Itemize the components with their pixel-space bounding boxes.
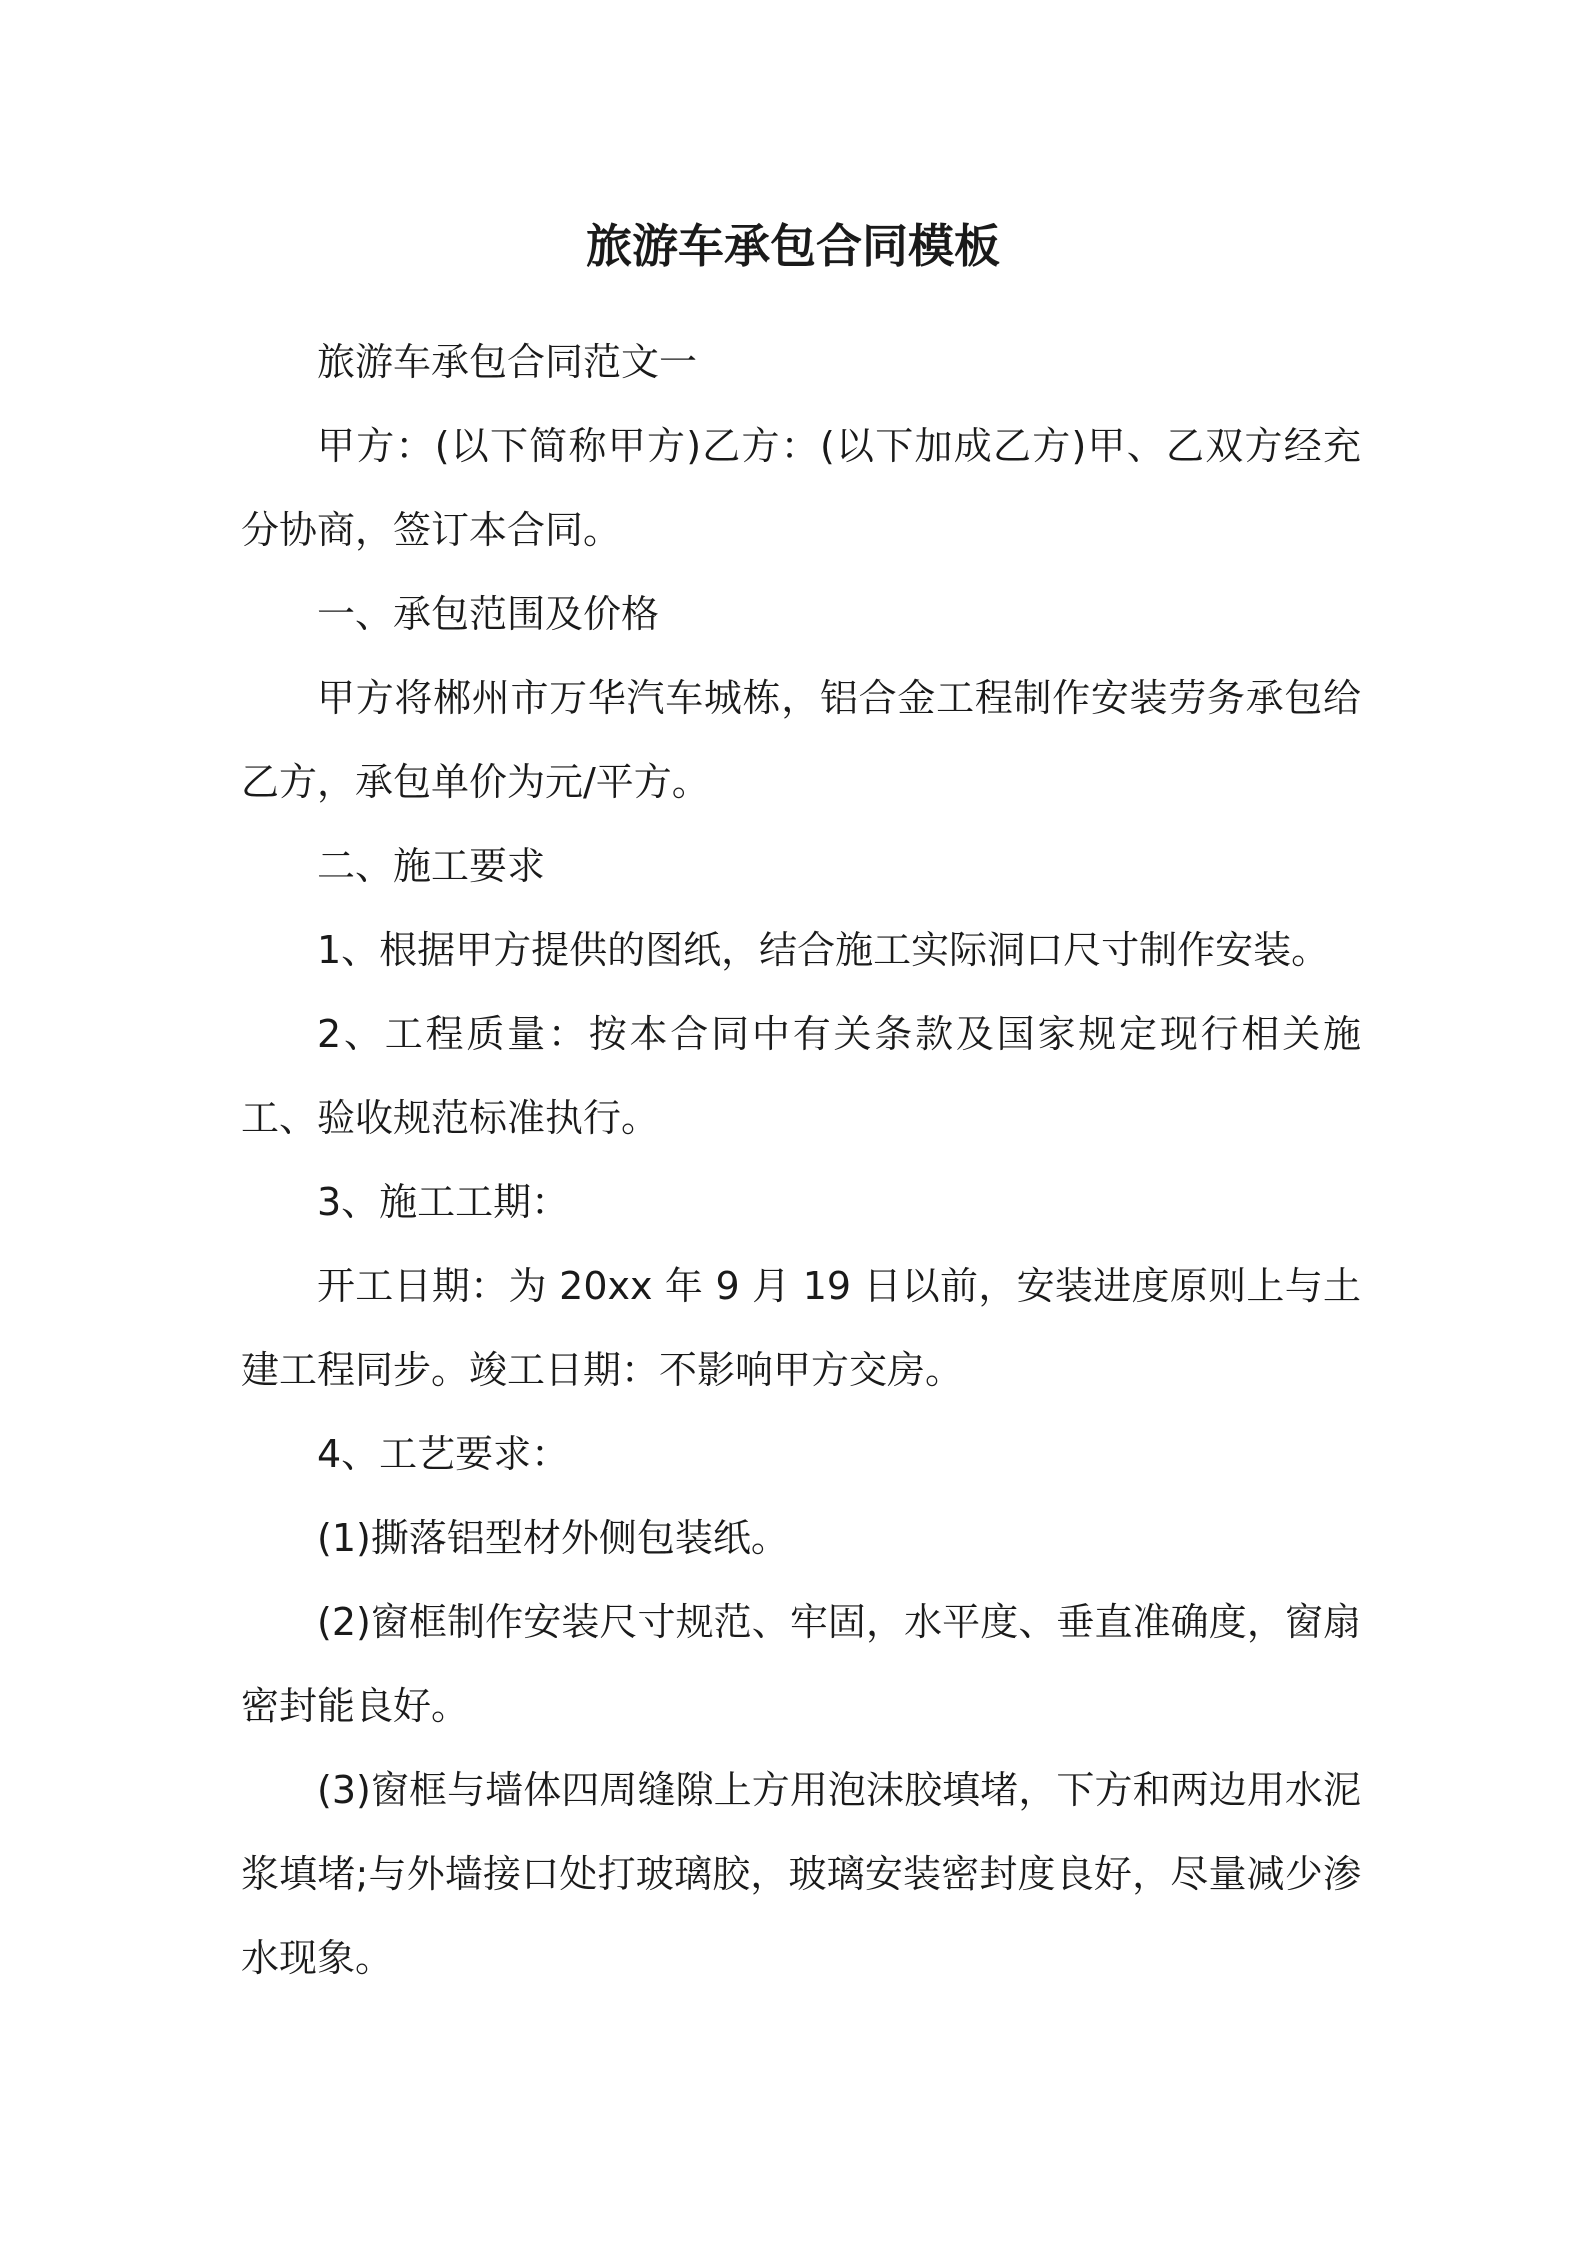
document-title: 旅游车承包合同模板 bbox=[586, 219, 1000, 273]
section-heading-scope: 一、承包范围及价格 bbox=[317, 592, 660, 636]
paragraph-schedule: 开工日期：为 20xx 年 9 月 19 日以前，安装进度原则上与土建工程同步。竣工日期：不影响甲方交房。 bbox=[241, 1264, 1361, 1392]
paragraph-item-2: 2、工程质量：按本合同中有关条款及国家规定现行相关施工、验收规范标准执行。 bbox=[241, 1012, 1361, 1140]
paragraph-subtitle: 旅游车承包合同范文一 bbox=[317, 340, 698, 384]
paragraph-craft-2: (2)窗框制作安装尺寸规范、牢固，水平度、垂直准确度，窗扇密封能良好。 bbox=[241, 1600, 1361, 1728]
paragraph-item-3: 3、施工工期： bbox=[317, 1180, 570, 1224]
paragraph-parties: 甲方：(以下简称甲方)乙方：(以下加成乙方)甲、乙双方经充分协商，签订本合同。 bbox=[241, 424, 1361, 552]
paragraph-craft-1: (1)撕落铝型材外侧包装纸。 bbox=[317, 1516, 789, 1560]
section-heading-requirements: 二、施工要求 bbox=[317, 844, 546, 888]
paragraph-craft-3: (3)窗框与墙体四周缝隙上方用泡沫胶填堵，下方和两边用水泥浆填堵;与外墙接口处打玻璃胶，玻璃安装密封度良好，尽量减少渗水现象。 bbox=[241, 1768, 1361, 1980]
paragraph-item-1: 1、根据甲方提供的图纸，结合施工实际洞口尺寸制作安装。 bbox=[317, 928, 1330, 972]
paragraph-scope: 甲方将郴州市万华汽车城栋，铝合金工程制作安装劳务承包给乙方，承包单价为元/平方。 bbox=[241, 676, 1361, 804]
paragraph-item-4: 4、工艺要求： bbox=[317, 1432, 570, 1476]
document-body bbox=[241, 320, 1361, 2000]
